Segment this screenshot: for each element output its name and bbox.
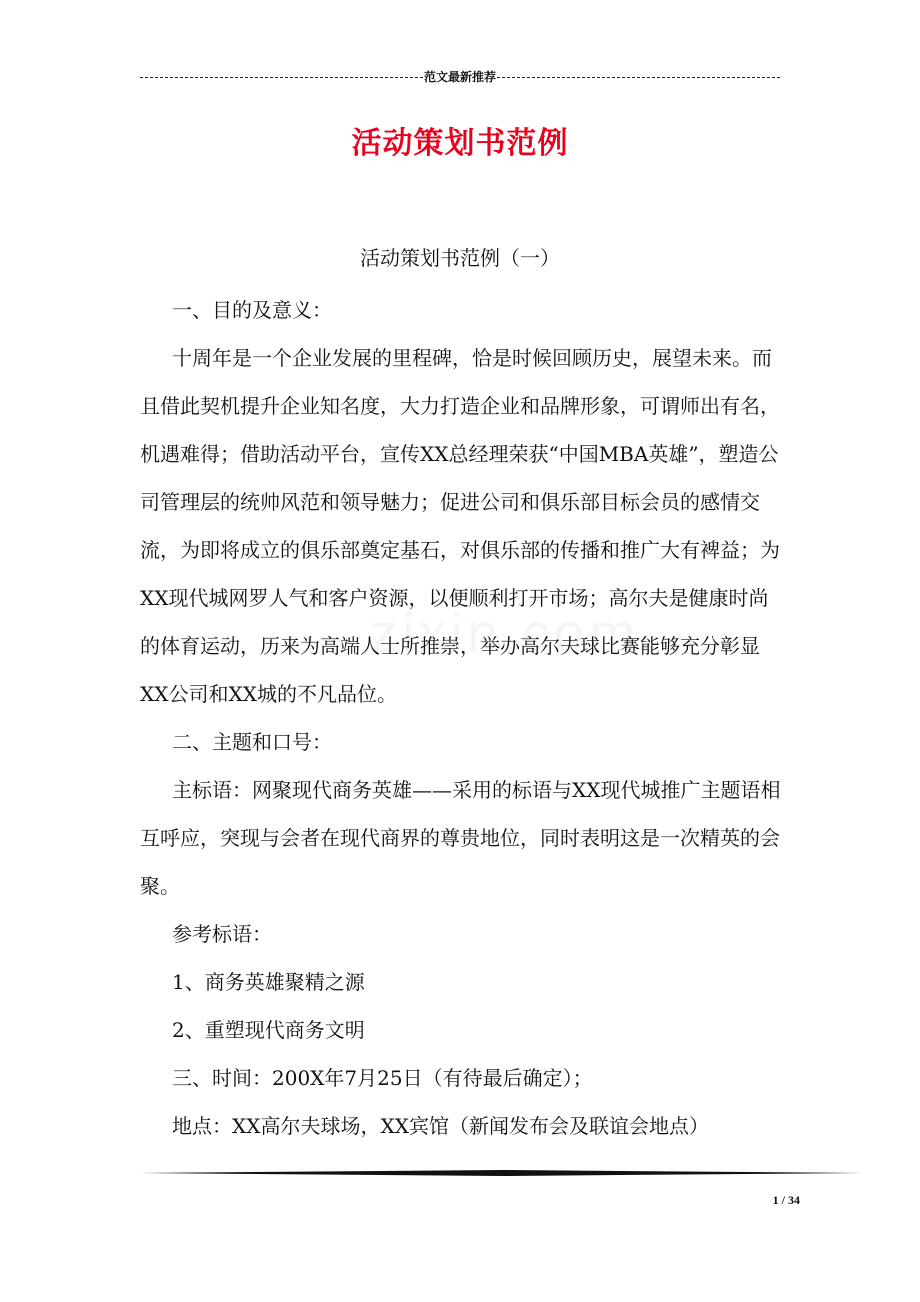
paragraph-location: 地点：XX高尔夫球场，XX宾馆（新闻发布会及联谊会地点）: [172, 1114, 709, 1138]
paragraph-main-slogan: 主标语：网聚现代商务英雄——采用的标语与XX现代城推广主题语相互呼应，突现与会者在现代商界的尊贵地位，同时表明这是一次精英的会聚。: [140, 778, 781, 898]
section-heading-time: 三、时间：200X年7月25日（有待最后确定）；: [172, 1066, 593, 1090]
section-heading-purpose: 一、目的及意义：: [172, 298, 332, 322]
page-header: [140, 68, 780, 85]
header-text: 范文最新推荐: [424, 70, 497, 84]
page-number: 1 / 34: [772, 1193, 800, 1207]
section-heading-theme: 二、主题和口号：: [172, 730, 332, 754]
header-dash-right: [497, 77, 780, 78]
footer-rule: [140, 1170, 864, 1176]
header-dash-left: [140, 77, 423, 78]
slogan-item-1: 1、商务英雄聚精之源: [172, 970, 365, 994]
document-body: [140, 286, 786, 1150]
document-title: 活动策划书范例: [351, 126, 569, 161]
slogan-item-2: 2、重塑现代商务文明: [172, 1018, 365, 1042]
document-subtitle: 活动策划书范例（一）: [360, 246, 560, 270]
paragraph-purpose: 十周年是一个企业发展的里程碑，恰是时候回顾历史，展望未来。而且借此契机提升企业知名度，大力打造企业和品牌形象，可谓师出有名，机遇难得；借助活动平台，宣传XX总经理荣获“中国MBA英雄”，塑造公司管理层的统帅风范和领导魅力；促进公司和俱乐部目标会员的感情交流，为即将成立的俱乐部奠定基石，对俱乐部的传播和推广大有裨益；为XX现代城网罗人气和客户资源，以便顺利打开市场；高尔夫是健康时尚的体育运动，历来为高端人士所推崇，举办高尔夫球比赛能够充分彰显XX公司和XX城的不凡品位。: [140, 346, 780, 706]
paragraph-reference-slogans: 参考标语：: [172, 922, 272, 946]
